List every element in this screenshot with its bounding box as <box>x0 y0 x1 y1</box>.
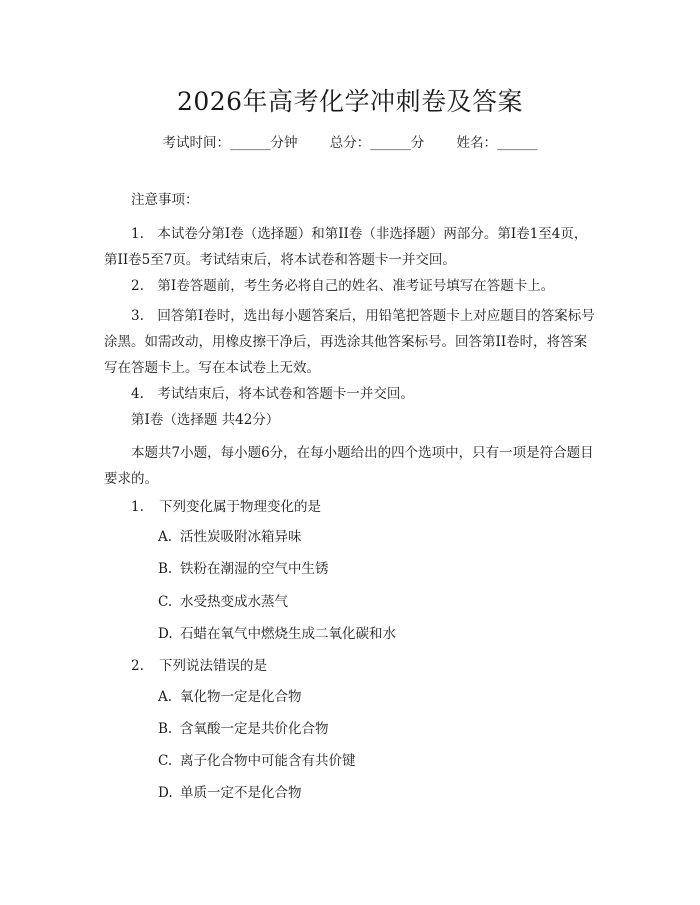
option-letter: C. <box>158 594 173 610</box>
question-1-option-a <box>158 527 302 547</box>
notice-heading: 注意事项： <box>131 192 199 208</box>
question-1-option-b <box>158 559 329 579</box>
notice-item-3: 3. 回答第I卷时，选出每小题答案后，用铅笔把答题卡上对应题目的答案标号涂黑。如需改动，用橡皮擦干净后，再选涂其他答案标号。回答第II卷时，将答案写在答题卡上。写在本试卷上无效。 <box>104 308 595 376</box>
option-text: 石蜡在氧气中燃烧生成二氧化碳和水 <box>180 626 396 642</box>
option-letter: D. <box>158 785 173 801</box>
option-text: 水受热变成水蒸气 <box>180 594 288 610</box>
page-title: 2026年高考化学冲刺卷及答案 <box>176 87 524 116</box>
option-text: 氧化物一定是化合物 <box>180 689 302 705</box>
question-2-option-a <box>158 687 302 707</box>
question-1-option-c <box>158 592 288 612</box>
option-letter: B. <box>158 561 173 577</box>
section-intro: 本题共7小题，每小题6分，在每小题给出的四个选项中，只有一项是符合题目要求的。 <box>104 445 594 487</box>
total-score-field: 总分：______分 <box>329 135 425 151</box>
question-number: 2. <box>131 658 144 674</box>
section-title: 第I卷（选择题 共42分） <box>131 412 280 428</box>
option-letter: A. <box>158 529 173 545</box>
exam-meta <box>0 131 700 151</box>
exam-time-field: 考试时间：______分钟 <box>162 135 298 151</box>
question-number: 1. <box>131 499 144 515</box>
question-2 <box>131 656 267 676</box>
notice-item-4: 4. 考试结束后，将本试卷和答题卡一并交回。 <box>131 386 414 402</box>
option-text: 铁粉在潮湿的空气中生锈 <box>180 561 329 577</box>
option-text: 含氧酸一定是共价化合物 <box>180 721 329 737</box>
option-letter: B. <box>158 721 173 737</box>
question-2-option-d <box>158 783 302 803</box>
option-text: 单质一定不是化合物 <box>180 785 302 801</box>
question-2-option-b <box>158 719 329 739</box>
question-2-option-c <box>158 751 356 771</box>
notice-item-2: 2. 第I卷答题前，考生务必将自己的姓名、准考证号填写在答题卡上。 <box>131 278 555 294</box>
option-text: 活性炭吸附冰箱异味 <box>180 529 302 545</box>
question-stem: 下列说法错误的是 <box>159 658 267 674</box>
option-text: 离子化合物中可能含有共价键 <box>180 753 356 769</box>
notice-item-1: 1. 本试卷分第I卷（选择题）和第II卷（非选择题）两部分。第I卷1至4页，第II卷5至7页。考试结束后，将本试卷和答题卡一并交回。 <box>104 226 588 268</box>
question-1 <box>131 497 321 517</box>
student-name-field: 姓名：______ <box>456 135 538 151</box>
question-1-option-d <box>158 624 396 644</box>
option-letter: A. <box>158 689 173 705</box>
option-letter: D. <box>158 626 173 642</box>
question-stem: 下列变化属于物理变化的是 <box>159 499 321 515</box>
option-letter: C. <box>158 753 173 769</box>
